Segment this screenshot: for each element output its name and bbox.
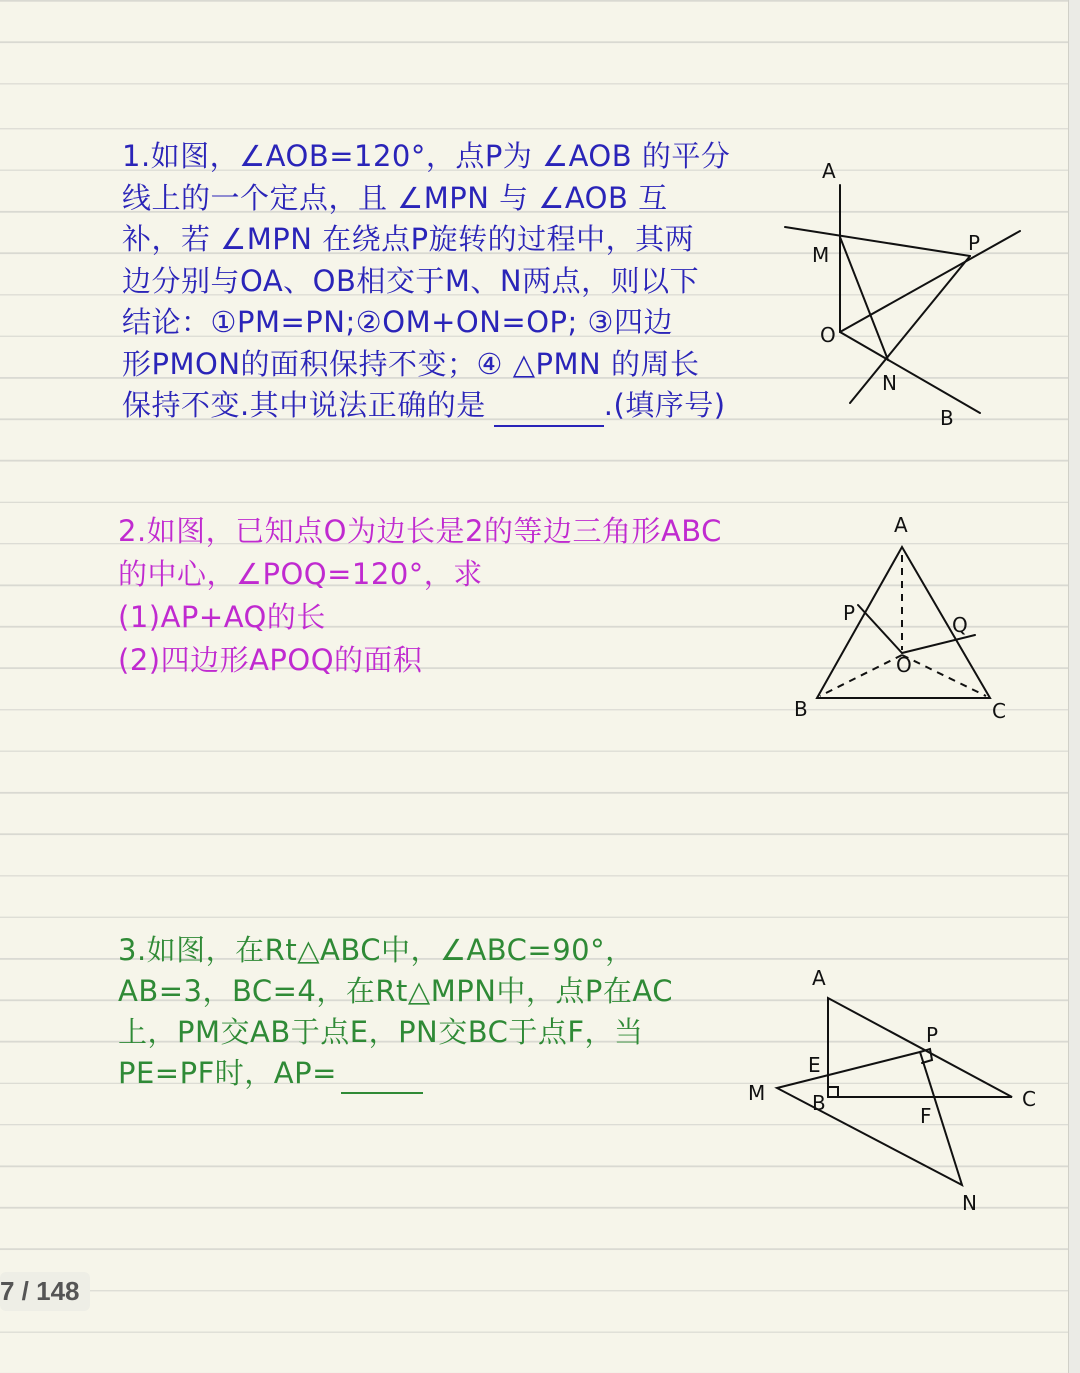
page-edge [1068, 0, 1080, 1373]
label-A: A [812, 966, 826, 990]
figure-2 [790, 510, 1020, 725]
right-angle-B [828, 1087, 838, 1097]
label-A: A [894, 513, 908, 537]
label-M: M [748, 1081, 766, 1105]
segment-MN [840, 237, 888, 360]
problem-1-line: 1.如图，∠AOB=120°，点P为 ∠AOB 的平分 [122, 139, 731, 173]
problem-1-last-line: 保持不变.其中说法正确的是 [122, 388, 486, 422]
problem-1-line [122, 385, 730, 427]
problem-3-last-line: PE=PF时，AP= [118, 1056, 337, 1090]
problem-1-text [122, 136, 730, 427]
triangle-ABC [828, 998, 1012, 1097]
ray-OB [840, 332, 980, 413]
segment-OP [858, 605, 902, 653]
label-E: E [808, 1053, 821, 1077]
label-N: N [882, 371, 897, 395]
problem-3-line: AB=3，BC=4，在Rt△MPN中，点P在AC [118, 974, 673, 1008]
label-A: A [822, 159, 836, 183]
label-N: N [962, 1191, 977, 1215]
label-B: B [794, 697, 808, 721]
line-PN [850, 256, 970, 403]
answer-blank [494, 397, 604, 427]
problem-3-line: 上，PM交AB于点E，PN交BC于点F，当 [118, 1015, 644, 1049]
label-P: P [926, 1023, 939, 1047]
problem-1-line: 结论：①PM=PN;②OM+ON=OP; ③四边 [122, 305, 674, 339]
label-C: C [1022, 1087, 1036, 1111]
problem-2-text [118, 510, 722, 682]
problem-1-line: 线上的一个定点，且 ∠MPN 与 ∠AOB 互 [122, 180, 668, 215]
label-P: P [968, 231, 981, 255]
figure-1 [780, 150, 1030, 435]
problem-1-line: 补，若 ∠MPN 在绕点P旋转的过程中，其两 [122, 222, 695, 256]
answer-blank [341, 1064, 423, 1094]
problem-2-line: (1)AP+AQ的长 [118, 600, 326, 634]
figure-3 [740, 960, 1050, 1220]
label-O: O [896, 653, 912, 677]
label-C: C [992, 699, 1006, 723]
label-F: F [920, 1104, 932, 1128]
segment-OQ [902, 635, 975, 653]
label-P: P [843, 601, 856, 625]
label-O: O [820, 323, 836, 347]
label-B: B [812, 1091, 826, 1115]
problem-2-line: (2)四边形APOQ的面积 [118, 643, 423, 677]
problem-3-text [118, 930, 673, 1094]
problem-2-line: 2.如图，已知点O为边长是2的等边三角形ABC [118, 514, 722, 548]
problem-1-tail: .(填序号) [603, 388, 726, 422]
problem-2-line: 的中心，∠POQ=120°，求 [118, 557, 483, 591]
problem-1-line: 边分别与OA、OB相交于M、N两点，则以下 [122, 263, 700, 298]
problem-1-line: 形PMON的面积保持不变；④ △PMN 的周长 [122, 346, 700, 381]
problem-3-line: 3.如图，在Rt△ABC中，∠ABC=90°， [118, 933, 635, 967]
label-M: M [812, 243, 830, 267]
problem-3-line [118, 1053, 673, 1094]
label-Q: Q [952, 613, 968, 637]
dashed-OC [902, 655, 986, 696]
label-B: B [940, 406, 954, 430]
line-OP [840, 231, 1020, 332]
page-counter: 7 / 148 [0, 1272, 90, 1311]
triangle-MPN [777, 1052, 962, 1185]
dashed-OB [820, 655, 902, 696]
